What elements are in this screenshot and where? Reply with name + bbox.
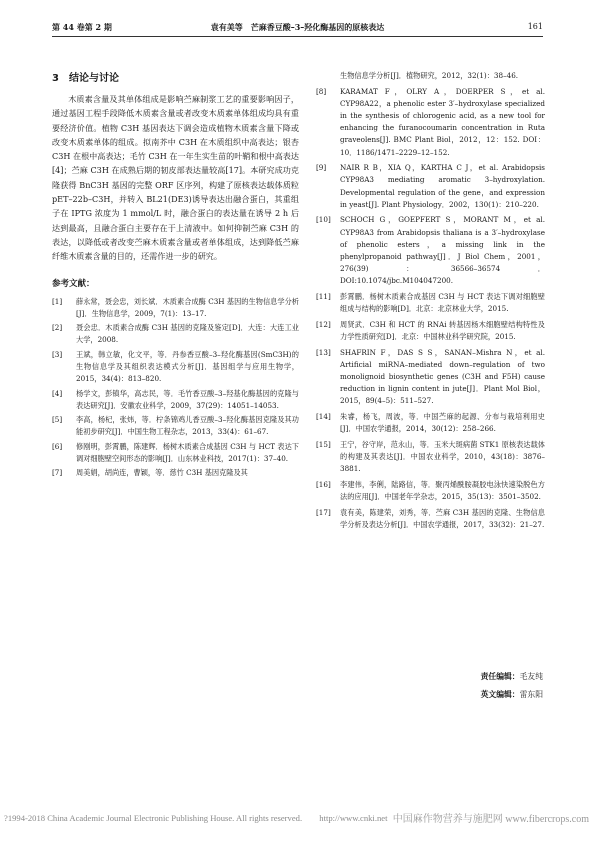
reference-text: 朱睿，杨飞，周波，等．中国苎麻的起源、分布与栽培利用史[J]．中国农学通报，2014，30(12)：258–266. — [340, 412, 545, 434]
english-editor-name: 雷东阳 — [519, 690, 543, 699]
reference-number: [1] — [52, 296, 63, 306]
conclusion-paragraph: 木质素含量及其单体组成是影响苎麻制浆工艺的重要影响因子，通过基因工程手段降低木质素含量或者改变木质素单体组成均具有重要经济价值。植物 C3H 基因表达下调会造成植物木质素含量下降或改变木质素单体的组成。拟南芥中 C3H 在木质组织中高表达；银杏 C3H 在根中高表达；毛竹 C3H 在一年生实生苗的叶鞘和根中高表达[4]；苎麻 C3H 在成熟后期的韧皮部表达量较高[17]。本研究成功克隆获得 BnC3H 基因的完整 ORF 区序列，构建了原核表达载体质粒 pET–22b–C3H，并转入 BL21(DE3)诱导表达出融合蛋白，其重组子在 IPTG 浓度为 1 mmol/L 时，融合蛋白的表达量在诱导 2 h 后达到最高，且融合蛋白主要存在于上清液中。如何抑制苎麻 C3H 的表达，以降低或者改变苎麻木质素含量或者单体组成，达到降低苎麻纤维木质素含量的目的，还需作进一步的研究。 — [52, 94, 299, 262]
reference-item — [52, 467, 299, 479]
reference-text: 修刚明，彭霄鹏，陈建辉．杨树木质素合成基因 C3H 与 HCT 表达下调对细胞壁空间形态的影响[J]．山东林业科技，2017(1)：37–40. — [76, 441, 299, 463]
editors-block — [481, 668, 543, 704]
reference-number: [13] — [316, 347, 331, 357]
reference-text: SHAFRIN F，DAS S S，SANAN–Mishra N，et al. Artificial miRNA–mediated down–regulation of two monolignoid biosynthetic genes (C3H and F5H) cause reduction in lignin content in jute[J]．Plant Mol Biol，2015，89(4–5)：511–527. — [340, 347, 545, 406]
reference-text: 李建伟，李俐，陆路信，等．聚丙烯酰胺凝胶电泳快速染脱色方法的应用[J]．中国老年学杂志，2015，35(13)：3501–3502. — [340, 479, 545, 502]
reference-number: [8] — [316, 86, 327, 96]
reference-list-left — [52, 296, 299, 480]
english-editor — [481, 686, 543, 704]
reference-number: [10] — [316, 215, 331, 225]
reference-item — [52, 441, 299, 465]
copyright-notice: ?1994-2018 China Academic Journal Electronic Publishing House. All rights reserved. http://www.cnki.net — [4, 813, 388, 823]
reference-number: [7] — [52, 468, 63, 478]
reference-item — [52, 349, 299, 386]
reference-list-right — [316, 70, 545, 531]
reference-text: 彭霄鹏．杨树木质素合成基因 C3H 与 HCT 表达下调对细胞壁组成与结构的影响[D]．北京：北京林业大学，2015. — [340, 292, 545, 314]
reference-number: [17] — [316, 507, 331, 517]
responsible-editor-label: 责任编辑： — [480, 672, 520, 681]
reference-number: [11] — [316, 292, 331, 302]
reference-number: [6] — [52, 441, 63, 451]
right-column — [316, 70, 545, 534]
reference-number: [9] — [316, 163, 327, 173]
page-footer — [4, 810, 589, 828]
english-editor-label: 英文编辑： — [480, 690, 520, 699]
left-column — [52, 72, 299, 482]
issue-label: 第 44 卷第 2 期 — [52, 22, 112, 32]
responsible-editor-name: 毛友纯 — [519, 672, 543, 681]
reference-item — [316, 439, 545, 476]
running-title: 袁有美等 芒麻香豆酸–3–羟化酶基因的原核表达 — [210, 22, 385, 32]
page-number: 161 — [527, 22, 543, 31]
watermark-text: 中国麻作物营养与施肥网 www.fibercrops.com — [392, 814, 589, 825]
reference-item — [52, 322, 299, 346]
reference-item — [316, 319, 545, 343]
reference-text: SCHOCH G，GOEPFERT S，MORANT M，et al. CYP98A3 from Arabidopsis thaliana is a 3′–hydroxylase of phenolic esters，a missing link in the phenylpropanoid pathway[J]．J Biol Chem，2001，276(39)：36566–36574．DOI:10.1074/jbc.M104047200. — [340, 215, 545, 286]
reference-number: [4] — [52, 388, 63, 398]
reference-text: 杨学文，彭镇华，高志民，等．毛竹香豆酸–3–羟基化酶基因的克隆与表达研究[J]．安徽农业科学，2009，37(29)：14051–14053. — [76, 388, 299, 410]
reference-item — [316, 162, 545, 211]
reference-text: KARAMAT F，OLRY A，DOERPER S，et al. CYP98A22，a phenolic ester 3′–hydroxylase specialized in the synthesis of chlorogenic acid, as a new tool for enhancing the furanocoumarin concentration in Ruta graveolens[J]. BMC Plant Biol，2012，12：152. DOI：10．1186/1471–2229–12–152. — [340, 86, 545, 157]
reference-text: 李高，杨杞，张炜，等．柠条锦鸡儿香豆酸–3–羟化酶基因克隆及其功能初步研究[J]．中国生物工程杂志，2013，33(4)：61–67. — [76, 415, 299, 437]
reference-text: 周美娟，胡尚连，曹颖，等．慈竹 C3H 基因克隆及其 — [76, 468, 248, 478]
reference-text: NAIR R B，XIA Q，KARTHA C J，et al. Arabidopsis CYP98A3 mediating aromatic 3–hydroxylation. Developmental regulation of the gene，and expression in yeast[J]. Plant Physiology．2002，130(1)：210–220. — [340, 163, 545, 209]
reference-text: 周贤武．C3H 和 HCT 的 RNAi 转基因杨木细胞壁结构特性及力学性质研究[D]．北京：中国林业科学研究院，2015. — [340, 319, 545, 342]
section-title: 3 结论与讨论 — [52, 73, 119, 84]
reference-item — [316, 507, 545, 531]
reference-text: 生物信息学分析[J]．植物研究，2012，32(1)：38–46. — [340, 71, 519, 80]
reference-text: 薛永常，聂会忠，刘长斌．木质素合成酶 C3H 基因的生物信息学分析[J]．生物信息学，2009，7(1)：13–17. — [76, 296, 299, 318]
reference-item — [316, 214, 545, 287]
reference-item — [316, 347, 545, 408]
reference-item — [316, 70, 545, 82]
reference-item — [52, 388, 299, 412]
reference-number: [16] — [316, 479, 331, 489]
reference-number: [2] — [52, 323, 63, 333]
reference-text: 王斌，韩立敏，化文平，等．丹参香豆酸–3–羟化酶基因(SmC3H)的生物信息学及其组织表达模式分析[J]．基因组学与应用生物学，2015，34(4)：813–820. — [76, 349, 299, 384]
reference-item — [316, 411, 545, 435]
reference-item — [52, 414, 299, 438]
references-title: 参考文献： — [52, 278, 95, 289]
reference-text: 袁有美，陈建荣，刘秀，等．苎麻 C3H 基因的克隆、生物信息学分析及表达分析[J]．中国农学通报，2017，33(32)：21–27. — [340, 507, 545, 529]
reference-number: [14] — [316, 412, 331, 422]
reference-item — [316, 291, 545, 315]
reference-number: [3] — [52, 349, 63, 359]
reference-item — [316, 86, 545, 159]
reference-number: [5] — [52, 415, 63, 425]
reference-number: [15] — [316, 439, 331, 449]
page-header — [52, 20, 543, 37]
reference-item — [316, 479, 545, 503]
reference-number: [12] — [316, 319, 331, 329]
reference-item — [52, 296, 299, 320]
reference-text: 王宁，谷守岸，范永山，等．玉米大斑病菌 STK1 原核表达载体的构建及其表达[J]．中国农业科学，2010，43(18)：3876–3881. — [340, 439, 545, 474]
responsible-editor — [481, 668, 543, 686]
reference-text: 聂会忠．木质素合成酶 C3H 基因的克隆及鉴定[D]．大连：大连工业大学，2008. — [76, 323, 299, 345]
